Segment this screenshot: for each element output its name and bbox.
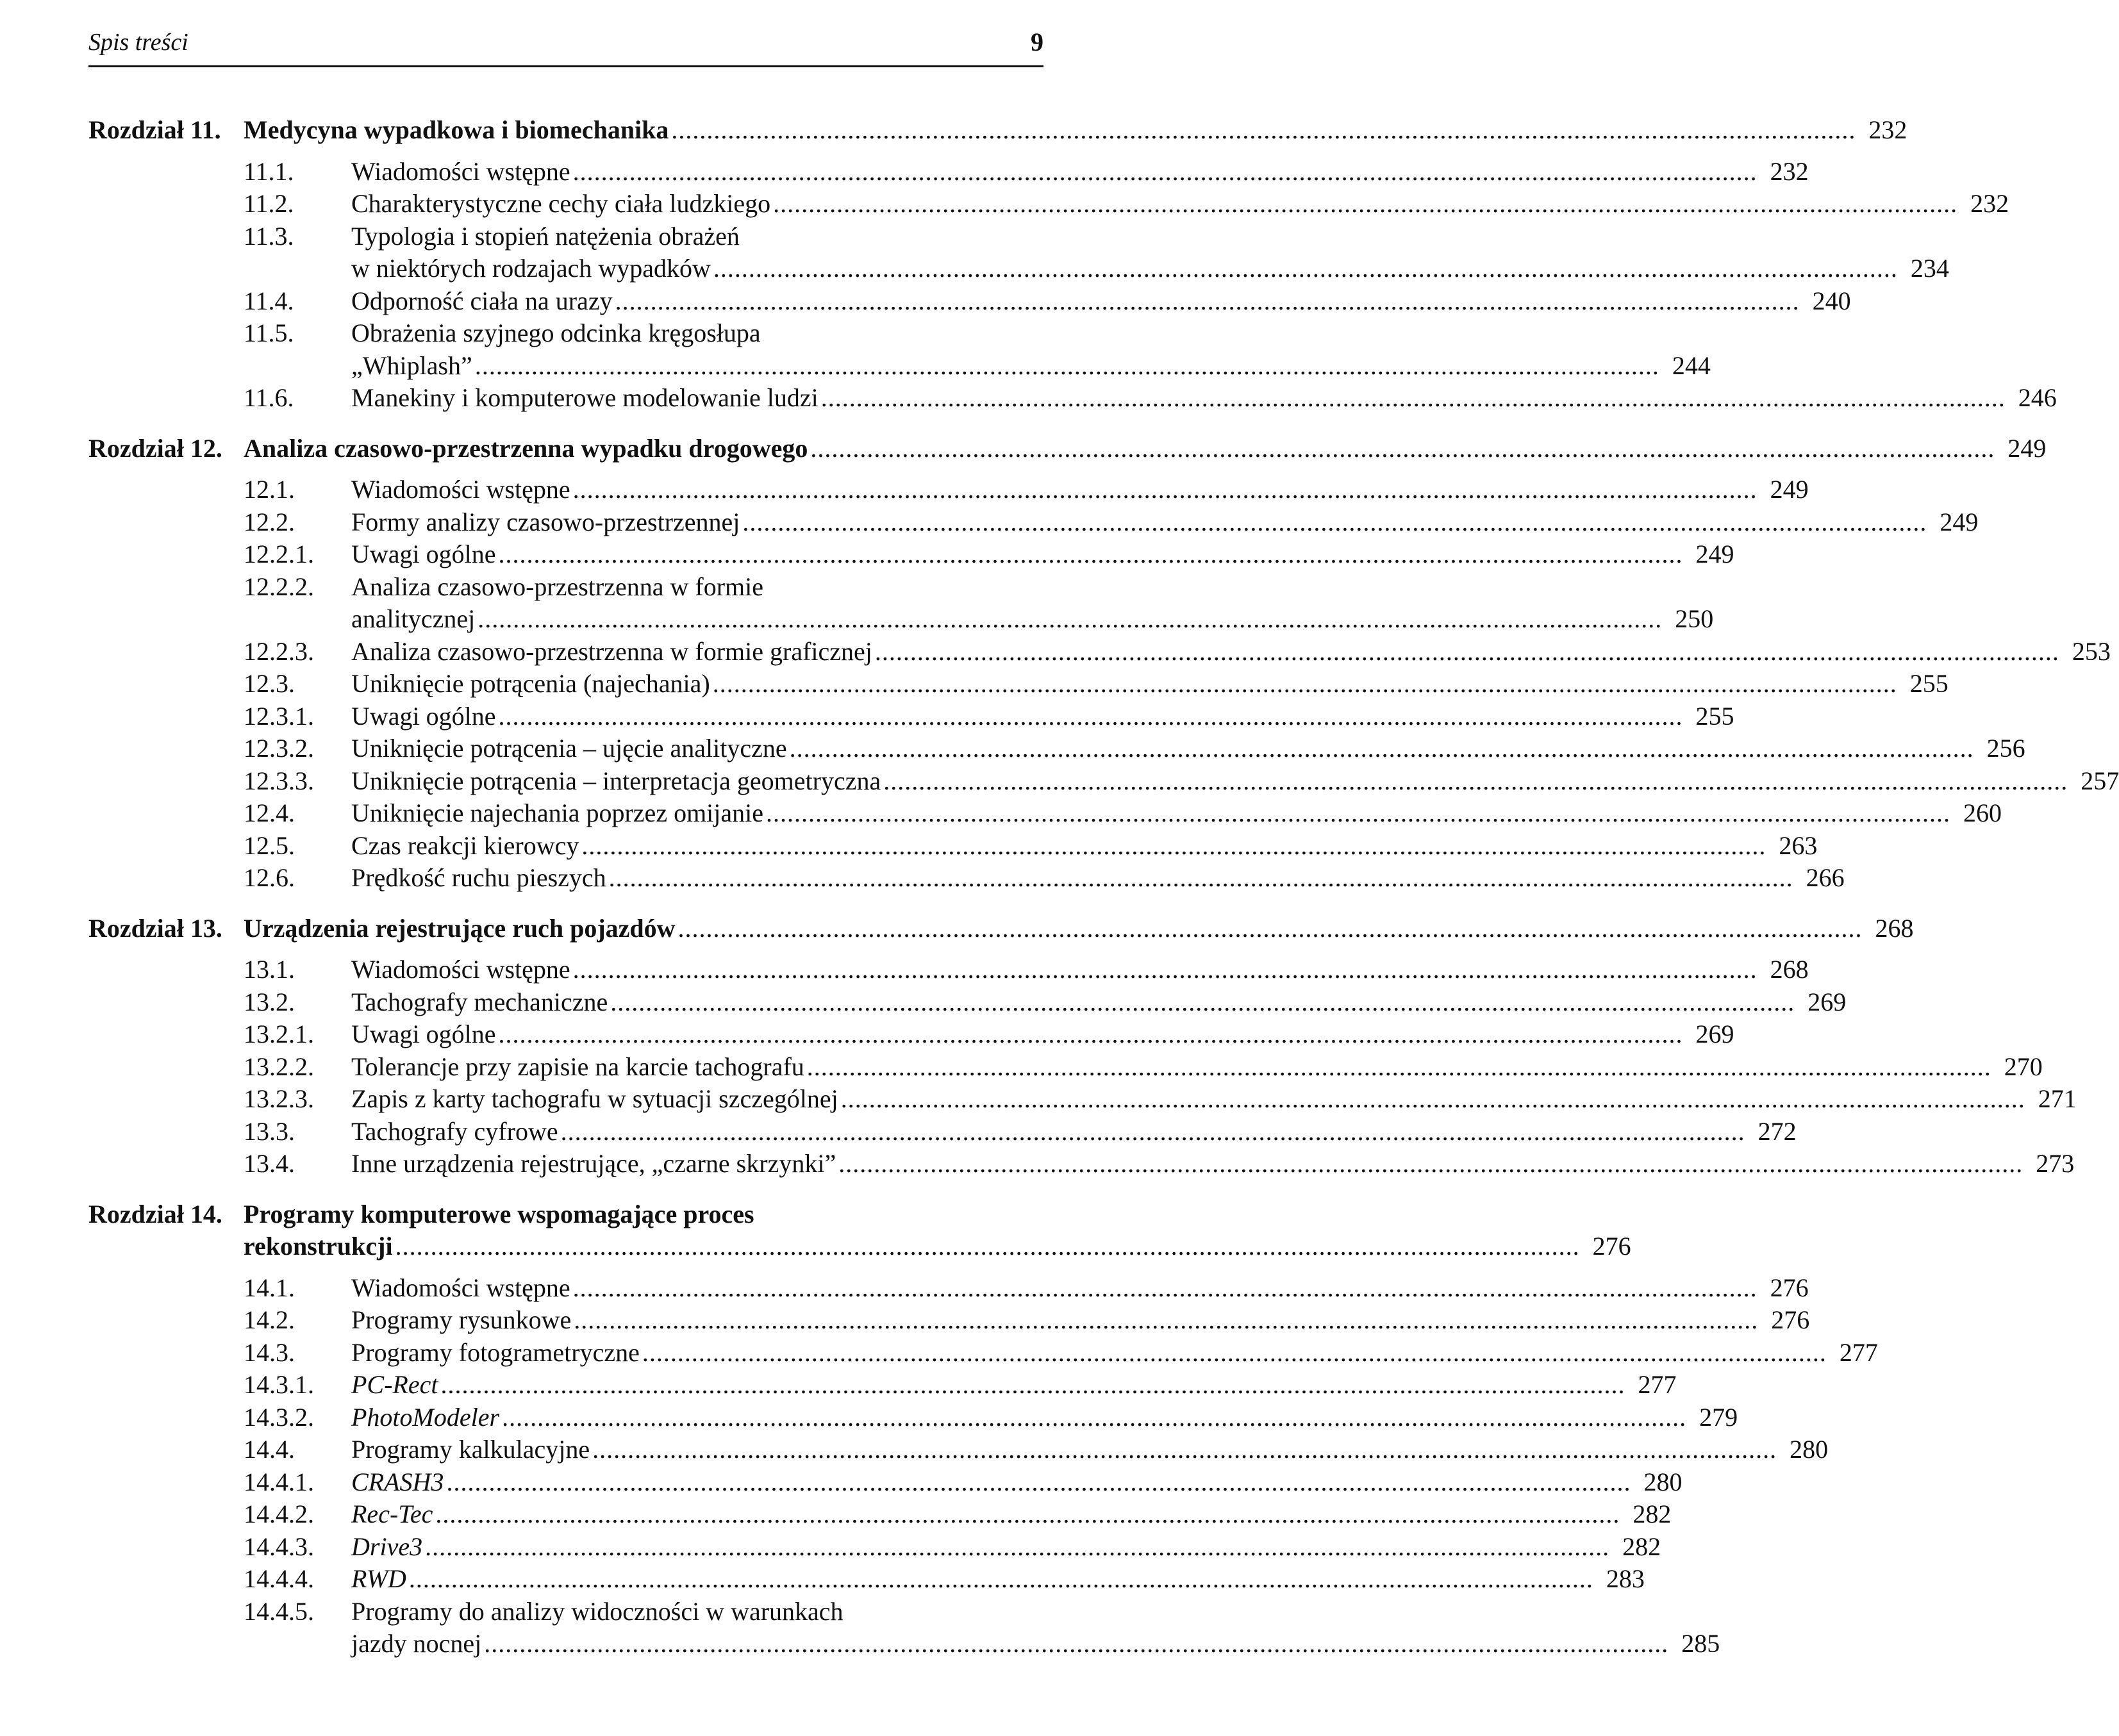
- section-title: [351, 285, 1851, 318]
- section-title-line: [351, 986, 1847, 1019]
- dot-leader: [435, 1498, 1620, 1531]
- page-number: 9: [1031, 28, 1043, 56]
- section-number: 14.4.3.: [244, 1532, 314, 1561]
- section-page-number: 234: [1910, 254, 1949, 283]
- section-title-text: Programy kalkulacyjne: [351, 1435, 590, 1464]
- section-page-number: 272: [1758, 1116, 1797, 1146]
- section-title-text: Uwagi ogólne: [351, 701, 496, 731]
- dot-leader: [678, 913, 1863, 945]
- section-title-text: Prędkość ruchu pieszych: [351, 863, 606, 892]
- toc-entry[interactable]: [88, 1051, 2043, 1084]
- section-title: [351, 797, 2002, 830]
- section-page-number: 250: [1675, 604, 1714, 633]
- dot-leader: [499, 538, 1683, 571]
- toc-entry[interactable]: [88, 1116, 1797, 1148]
- section-number: 14.2.: [244, 1305, 295, 1334]
- section-number: 13.2.: [244, 987, 295, 1016]
- section-page-number: 282: [1633, 1500, 1672, 1528]
- section-title-line: [351, 765, 2119, 798]
- section-title-text: w niektórych rodzajach wypadków: [351, 254, 711, 283]
- toc-entry[interactable]: [88, 1083, 2077, 1116]
- section-title-line: [351, 1434, 1829, 1466]
- section-title-text: Wiadomości wstępne: [351, 475, 570, 504]
- section-title: [351, 1018, 1734, 1051]
- section-title-line: [351, 668, 1949, 700]
- section-title: [351, 220, 1949, 285]
- section-page-number: 276: [1770, 1273, 1809, 1302]
- chapter-title-text: Medycyna wypadkowa i biomechanika: [244, 115, 669, 144]
- toc-entry[interactable]: [88, 1466, 1683, 1499]
- dot-leader: [409, 1563, 1593, 1596]
- section-page-number: 276: [1771, 1305, 1810, 1334]
- section-title-line: [351, 252, 1949, 285]
- chapter-page-number: 232: [1868, 115, 1907, 144]
- dot-leader: [441, 1369, 1625, 1401]
- section-title-line: [351, 1272, 1809, 1305]
- dot-leader: [838, 1148, 2023, 1180]
- chapter-title: [244, 114, 1907, 147]
- section-number: 13.4.: [244, 1149, 295, 1178]
- section-title-line: [351, 571, 1033, 604]
- section-page-number: 255: [1909, 669, 1949, 698]
- toc-entry[interactable]: [88, 954, 1809, 986]
- section-page-number: 285: [1681, 1629, 1720, 1658]
- section-title-line: [351, 538, 1734, 571]
- chapter-title-line: [244, 433, 2046, 465]
- section-title-line: [351, 474, 1809, 506]
- toc-entry[interactable]: [88, 1337, 1878, 1369]
- section-title: [351, 474, 1809, 506]
- toc-entry[interactable]: [88, 506, 1979, 539]
- section-number: 11.4.: [244, 286, 294, 315]
- chapter-title-text: Urządzenia rejestrujące ruch pojazdów: [244, 913, 676, 943]
- dot-leader: [875, 636, 2059, 668]
- dot-leader: [671, 114, 1856, 147]
- dot-leader: [883, 765, 2068, 798]
- dot-leader: [821, 382, 2006, 415]
- section-title: [351, 1148, 2075, 1180]
- section-page-number: 249: [1770, 475, 1809, 504]
- toc-entry[interactable]: [88, 1498, 1672, 1531]
- section-title-line: [351, 220, 1033, 253]
- section-title-text: Czas reakcji kierowcy: [351, 831, 579, 860]
- dot-leader: [573, 156, 1758, 188]
- dot-leader: [425, 1531, 1609, 1564]
- dot-leader: [573, 474, 1758, 506]
- section-number: 12.3.1.: [244, 701, 314, 731]
- section-title-text: Programy rysunkowe: [351, 1305, 572, 1334]
- section-number: 11.1.: [244, 156, 294, 186]
- section-number: 12.2.1.: [244, 540, 314, 568]
- section-page-number: 249: [1695, 540, 1734, 568]
- section-title-line: [351, 285, 1851, 318]
- toc-entry[interactable]: [88, 1596, 1720, 1660]
- dot-leader: [573, 954, 1758, 986]
- section-number: 13.2.2.: [244, 1052, 314, 1081]
- section-title: [351, 1466, 1683, 1499]
- toc-entry[interactable]: [88, 700, 1734, 733]
- section-number: 12.4.: [244, 798, 295, 827]
- dot-leader: [446, 1466, 1631, 1499]
- section-number: 14.4.: [244, 1435, 295, 1464]
- section-page-number: 266: [1806, 863, 1845, 892]
- toc-entry[interactable]: [88, 797, 2002, 830]
- chapter-label: Rozdział 12.: [88, 433, 222, 463]
- section-page-number: 253: [2072, 636, 2111, 666]
- section-title-line: [351, 732, 2025, 765]
- table-of-contents: [88, 114, 2119, 1678]
- section-title-line: [351, 1148, 2075, 1180]
- section-title: [351, 636, 2111, 668]
- section-title-text: Analiza czasowo-przestrzenna w formie: [351, 572, 764, 601]
- section-page-number: 282: [1622, 1532, 1661, 1561]
- section-title-text: PhotoModeler: [351, 1402, 500, 1432]
- section-title-line: [351, 156, 1809, 188]
- section-number: 11.2.: [244, 189, 294, 218]
- section-title-text: Uniknięcie potrącenia – interpretacja geometryczna: [351, 766, 881, 795]
- section-title: [351, 700, 1734, 733]
- chapter-label: Rozdział 13.: [88, 913, 222, 943]
- section-title-text: Formy analizy czasowo-przestrzennej: [351, 507, 740, 536]
- section-number: 14.1.: [244, 1273, 295, 1302]
- toc-entry[interactable]: [88, 636, 2111, 668]
- section-number: 14.4.2.: [244, 1500, 314, 1528]
- section-number: 12.3.2.: [244, 734, 314, 763]
- toc-entry[interactable]: [88, 317, 1711, 382]
- section-number: 12.6.: [244, 863, 295, 892]
- section-title: [351, 1498, 1672, 1531]
- section-title: [351, 1401, 1738, 1434]
- header-rule: [88, 65, 1043, 67]
- section-title-line: [351, 700, 1734, 733]
- section-page-number: 246: [2018, 383, 2057, 412]
- section-page-number: 280: [1790, 1435, 1829, 1464]
- dot-leader: [502, 1401, 1686, 1434]
- section-page-number: 269: [1807, 987, 1847, 1016]
- toc-entry[interactable]: [88, 474, 1809, 506]
- section-page-number: 269: [1695, 1020, 1734, 1048]
- section-title: [351, 1116, 1797, 1148]
- section-title-line: [351, 317, 1033, 350]
- section-number: 14.4.1.: [244, 1467, 314, 1496]
- section-number: 11.3.: [244, 221, 294, 251]
- dot-leader: [609, 862, 1793, 895]
- section-title-text: Obrażenia szyjnego odcinka kręgosłupa: [351, 318, 761, 347]
- dot-leader: [573, 1272, 1758, 1305]
- section-title: [351, 1434, 1829, 1466]
- chapter-title-line: [244, 1230, 1631, 1263]
- chapter-heading[interactable]: [88, 114, 1907, 147]
- dot-leader: [499, 1018, 1683, 1051]
- section-title-text: Typologia i stopień natężenia obrażeń: [351, 221, 740, 251]
- section-title-text: Rec-Tec: [351, 1500, 433, 1528]
- dot-leader: [642, 1337, 1827, 1369]
- section-title-text: Uniknięcie potrącenia – ujęcie analityczne: [351, 734, 787, 763]
- section-title-text: Uwagi ogólne: [351, 1020, 496, 1048]
- section-title-line: [351, 350, 1711, 383]
- toc-entry[interactable]: [88, 765, 2119, 798]
- section-number: 12.5.: [244, 831, 295, 860]
- section-title-text: Tachografy cyfrowe: [351, 1116, 558, 1146]
- section-title-line: [351, 797, 2002, 830]
- chapter-title: [244, 433, 2046, 465]
- toc-entry[interactable]: [88, 986, 1847, 1019]
- section-title-line: [351, 1304, 1810, 1337]
- section-title-text: Uwagi ogólne: [351, 540, 496, 568]
- chapter-title-line: [244, 1198, 1631, 1231]
- section-title-text: Analiza czasowo-przestrzenna w formie graficznej: [351, 636, 872, 666]
- section-title: [351, 862, 1845, 895]
- section-number: 12.2.3.: [244, 636, 314, 666]
- section-page-number: 273: [2036, 1149, 2075, 1178]
- section-page-number: 255: [1695, 701, 1734, 731]
- section-title: [351, 732, 2025, 765]
- section-number: 12.2.: [244, 507, 295, 536]
- section-page-number: 232: [1970, 189, 2009, 218]
- section-title-text: Tachografy mechaniczne: [351, 987, 608, 1016]
- chapter-title-line: [244, 114, 1907, 147]
- section-title-text: jazdy nocnej: [351, 1629, 482, 1658]
- dot-leader: [807, 1051, 1991, 1084]
- running-title: Spis treści: [88, 29, 188, 56]
- section-title-line: [351, 1596, 1033, 1628]
- chapter-title: [244, 913, 1914, 945]
- toc-chapter: [88, 1198, 1878, 1660]
- toc-entry[interactable]: [88, 1563, 1645, 1596]
- dot-leader: [484, 1628, 1668, 1660]
- section-page-number: 271: [2038, 1084, 2077, 1113]
- chapter-title: [244, 1198, 1631, 1263]
- section-title: [351, 1337, 1878, 1369]
- toc-entry[interactable]: [88, 1304, 1810, 1337]
- toc-entry[interactable]: [88, 732, 2025, 765]
- section-page-number: 249: [1940, 507, 1979, 536]
- section-title: [351, 382, 2057, 415]
- section-title: [351, 317, 1711, 382]
- toc-entry[interactable]: [88, 1531, 1661, 1564]
- toc-entry[interactable]: [88, 156, 1809, 188]
- dot-leader: [592, 1434, 1777, 1466]
- dot-leader: [713, 252, 1898, 285]
- toc-entry[interactable]: [88, 538, 1734, 571]
- section-title-text: Zapis z karty tachografu w sytuacji szczególnej: [351, 1084, 838, 1113]
- section-number: 12.3.: [244, 669, 295, 698]
- section-number: 14.4.5.: [244, 1596, 314, 1626]
- toc-entry[interactable]: [88, 1018, 1734, 1051]
- section-page-number: 256: [1986, 734, 2025, 763]
- section-title-line: [351, 954, 1809, 986]
- section-title-line: [351, 1337, 1878, 1369]
- section-number: 11.6.: [244, 383, 294, 412]
- section-title-text: Inne urządzenia rejestrujące, „czarne skrzynki”: [351, 1149, 836, 1178]
- section-title-line: [351, 1466, 1683, 1499]
- toc-entry[interactable]: [88, 1369, 1677, 1401]
- section-number: 11.5.: [244, 318, 294, 347]
- section-title-text: „Whiplash”: [351, 351, 472, 380]
- chapter-page-number: 249: [2007, 433, 2047, 463]
- toc-entry[interactable]: [88, 220, 1949, 285]
- section-title-line: [351, 1051, 2043, 1084]
- section-title-line: [351, 1498, 1672, 1531]
- section-title-text: RWD: [351, 1564, 406, 1593]
- chapter-title-line: [244, 913, 1914, 945]
- dot-leader: [561, 1116, 1745, 1148]
- dot-leader: [615, 285, 1800, 318]
- section-title-text: Tolerancje przy zapisie na karcie tachografu: [351, 1052, 804, 1081]
- chapter-title-text: rekonstrukcji: [244, 1232, 393, 1261]
- section-title-line: [351, 506, 1979, 539]
- section-title-line: [351, 1369, 1677, 1401]
- dot-leader: [713, 668, 1897, 700]
- dot-leader: [810, 433, 1995, 465]
- section-title: [351, 1563, 1645, 1596]
- section-number: 14.3.: [244, 1337, 295, 1367]
- dot-leader: [742, 506, 1927, 539]
- section-title-line: [351, 1116, 1797, 1148]
- toc-entry[interactable]: [88, 382, 2057, 415]
- toc-entry[interactable]: [88, 862, 1845, 895]
- section-title-text: Wiadomości wstępne: [351, 1273, 570, 1302]
- section-title: [351, 1596, 1720, 1660]
- toc-entry[interactable]: [88, 1272, 1809, 1305]
- section-title-text: Drive3: [351, 1532, 423, 1561]
- section-title: [351, 954, 1809, 986]
- dot-leader: [790, 732, 1974, 765]
- section-title-line: [351, 1018, 1734, 1051]
- dot-leader: [499, 700, 1683, 733]
- chapter-heading[interactable]: [88, 433, 2047, 465]
- section-number: 13.1.: [244, 955, 295, 984]
- section-page-number: 244: [1672, 351, 1711, 380]
- dot-leader: [841, 1083, 2025, 1116]
- section-page-number: 270: [2004, 1052, 2043, 1081]
- chapter-page-number: 268: [1875, 913, 1914, 943]
- section-title-text: Manekiny i komputerowe modelowanie ludzi: [351, 383, 819, 412]
- dot-leader: [773, 188, 1957, 220]
- section-title-text: Uniknięcie potrącenia (najechania): [351, 669, 710, 698]
- section-number: 14.3.1.: [244, 1370, 314, 1399]
- section-page-number: 280: [1643, 1467, 1683, 1496]
- toc-entry[interactable]: [88, 285, 1851, 318]
- section-page-number: 260: [1963, 798, 2002, 827]
- section-title-line: [351, 382, 2057, 415]
- section-title-line: [351, 603, 1714, 636]
- chapter-label: Rozdział 14.: [88, 1199, 222, 1228]
- section-title-line: [351, 830, 1818, 863]
- dot-leader: [581, 830, 1766, 863]
- section-title-text: PC-Rect: [351, 1370, 438, 1399]
- section-title: [351, 506, 1979, 539]
- section-title-line: [351, 1628, 1720, 1660]
- section-title-text: Uniknięcie najechania poprzez omijanie: [351, 798, 764, 827]
- section-page-number: 232: [1770, 156, 1809, 186]
- toc-chapter: [88, 913, 2077, 1180]
- toc-entry[interactable]: [88, 571, 1714, 636]
- section-title-line: [351, 1531, 1661, 1564]
- toc-entry[interactable]: [88, 188, 2009, 220]
- section-title-text: Wiadomości wstępne: [351, 955, 570, 984]
- section-title: [351, 1272, 1809, 1305]
- section-title-line: [351, 636, 2111, 668]
- toc-chapter: [88, 433, 2119, 895]
- toc-entry[interactable]: [88, 1148, 2075, 1180]
- section-number: 13.3.: [244, 1116, 295, 1146]
- section-page-number: 277: [1638, 1370, 1677, 1399]
- section-title: [351, 668, 1949, 700]
- dot-leader: [478, 603, 1662, 636]
- section-title: [351, 1369, 1677, 1401]
- section-number: 12.3.3.: [244, 766, 314, 795]
- section-page-number: 268: [1770, 955, 1809, 984]
- dot-leader: [475, 350, 1659, 383]
- section-number: 14.3.2.: [244, 1402, 314, 1432]
- section-title-text: analitycznej: [351, 604, 476, 633]
- section-number: 14.4.4.: [244, 1564, 314, 1593]
- chapter-title-text: Programy komputerowe wspomagające proces: [244, 1199, 754, 1228]
- section-title-line: [351, 188, 2009, 220]
- dot-leader: [610, 986, 1795, 1019]
- section-title: [351, 1051, 2043, 1084]
- dot-leader: [766, 797, 1950, 830]
- toc-entry[interactable]: [88, 1434, 1829, 1466]
- section-title: [351, 538, 1734, 571]
- section-number: 13.2.1.: [244, 1020, 314, 1048]
- section-title-line: [351, 1401, 1738, 1434]
- section-title-line: [351, 1083, 2077, 1116]
- section-title: [351, 571, 1714, 636]
- section-page-number: 279: [1699, 1402, 1738, 1432]
- section-page-number: 240: [1812, 286, 1851, 315]
- page-header: [88, 23, 1043, 62]
- section-title: [351, 1304, 1810, 1337]
- section-number: 13.2.3.: [244, 1084, 314, 1113]
- toc-entry[interactable]: [88, 830, 1818, 863]
- section-title: [351, 765, 2119, 798]
- section-number: 12.1.: [244, 475, 295, 504]
- section-page-number: 283: [1606, 1564, 1645, 1593]
- section-number: 12.2.2.: [244, 572, 314, 601]
- section-title-text: Programy do analizy widoczności w warunkach: [351, 1596, 843, 1626]
- section-title-text: CRASH3: [351, 1467, 444, 1496]
- section-title-text: Odporność ciała na urazy: [351, 286, 613, 315]
- chapter-page-number: 276: [1592, 1232, 1631, 1261]
- toc-chapter: [88, 114, 2057, 415]
- chapter-title-text: Analiza czasowo-przestrzenna wypadku drogowego: [244, 433, 808, 463]
- section-title-text: Wiadomości wstępne: [351, 156, 570, 186]
- chapter-heading[interactable]: [88, 1198, 1631, 1263]
- section-title-line: [351, 1563, 1645, 1596]
- section-title: [351, 156, 1809, 188]
- chapter-heading[interactable]: [88, 913, 1914, 945]
- section-page-number: 263: [1779, 831, 1818, 860]
- section-title-text: Programy fotogrametryczne: [351, 1337, 640, 1367]
- section-page-number: 257: [2081, 766, 2119, 795]
- toc-entry[interactable]: [88, 1401, 1738, 1434]
- section-page-number: 277: [1839, 1337, 1878, 1367]
- section-title: [351, 1531, 1661, 1564]
- section-title: [351, 986, 1847, 1019]
- section-title: [351, 188, 2009, 220]
- toc-entry[interactable]: [88, 668, 1949, 700]
- dot-leader: [395, 1230, 1580, 1263]
- section-title: [351, 1083, 2077, 1116]
- section-title-text: Charakterystyczne cechy ciała ludzkiego: [351, 189, 771, 218]
- section-title-line: [351, 862, 1845, 895]
- chapter-label: Rozdział 11.: [88, 115, 221, 144]
- dot-leader: [574, 1304, 1758, 1337]
- section-title: [351, 830, 1818, 863]
